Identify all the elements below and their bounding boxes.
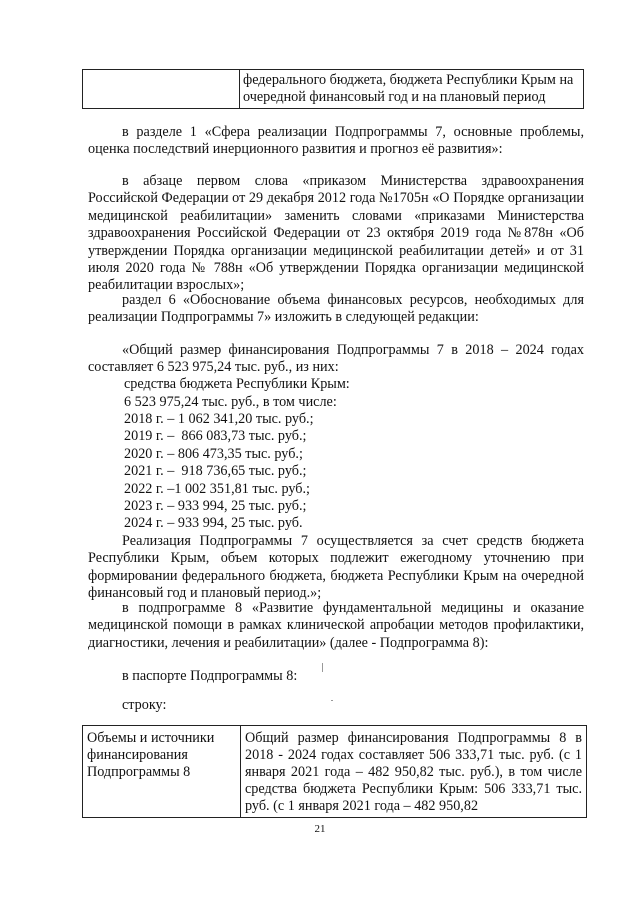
page-number: 21 (314, 823, 326, 835)
paragraph-subprogram-8: в подпрограмме 8 «Развитие фундаментальной медицины и оказание медицинской помощи в рамках клинической апробации методов профилактики, диагностики, лечения и реабилитации» (далее - Подпрограмма 8): (88, 600, 584, 651)
paragraph-section-6: раздел 6 «Обоснование объема финансовых ресурсов, необходимых для реализации Подпрограммы 7» изложить в следующей редакции: (88, 292, 584, 326)
funding-line: 2023 г. – 933 994, 25 тыс. руб.; (124, 498, 307, 514)
bottom-table-value-cell: Общий размер финансирования Подпрограммы 8 в 2018 - 2024 годах составляет 506 333,71 тыс. руб. (с 1 января 2021 года – 482 950,82 тыс. руб.), в том числе средства бюджета Республики Крым: 506 333,71 тыс. руб. (с 1 января 2021 года – 482 950,82 (241, 726, 587, 818)
top-table (82, 69, 584, 109)
paragraph-total-funding: «Общий размер финансирования Подпрограммы 7 в 2018 – 2024 годах составляет 6 523 975,24 тыс. руб., из них: (88, 342, 584, 376)
funding-line: 2024 г. – 933 994, 25 тыс. руб. (124, 515, 303, 531)
paragraph-passport: в паспорте Подпрограммы 8: (122, 668, 298, 684)
funding-line: 2018 г. – 1 062 341,20 тыс. руб.; (124, 411, 314, 427)
paragraph-implementation: Реализация Подпрограммы 7 осуществляется за счет средств бюджета Республики Крым, объем которых подлежит ежегодному уточнению при формировании федерального бюджета, бюджета Республики Крым на очередной финансовый год и плановый период.»; (88, 533, 584, 602)
paragraph-first-abzac: в абзаце первом слова «приказом Министерства здравоохранения Российской Федерации от 29 декабря 2012 года №1705н «О Порядке организации медицинской реабилитации» заменить словами «приказами Министерства здравоохранения Российской Федерации от 23 октября 2019 года №878н «Об утверждении Порядка организации медицинской реабилитации детей» и от 31 июля 2020 года № 788н «Об утверждении Порядка организации медицинской реабилитации взрослых»; (88, 173, 584, 294)
top-table-empty-cell (83, 70, 240, 109)
funding-line: средства бюджета Республики Крым: (124, 376, 350, 392)
bottom-table-label-cell: Объемы и источники финансирования Подпрограммы 8 (83, 726, 241, 818)
scan-speck (322, 663, 323, 672)
top-table-text-cell: федерального бюджета, бюджета Республики Крым на очередной финансовый год и на плановый период (240, 70, 584, 109)
funding-line: 6 523 975,24 тыс. руб., в том числе: (124, 394, 337, 410)
paragraph-stroku: строку: (122, 697, 167, 713)
funding-line: 2019 г. – 866 083,73 тыс. руб.; (124, 428, 307, 444)
funding-line: 2022 г. –1 002 351,81 тыс. руб.; (124, 481, 311, 497)
scan-speck (331, 700, 333, 701)
funding-line: 2021 г. – 918 736,65 тыс. руб.; (124, 463, 307, 479)
funding-line: 2020 г. – 806 473,35 тыс. руб.; (124, 446, 303, 462)
paragraph-section-1: в разделе 1 «Сфера реализации Подпрограммы 7, основные проблемы, оценка последствий инерционного развития и прогноз её развития»: (88, 124, 584, 158)
bottom-table (82, 725, 587, 818)
